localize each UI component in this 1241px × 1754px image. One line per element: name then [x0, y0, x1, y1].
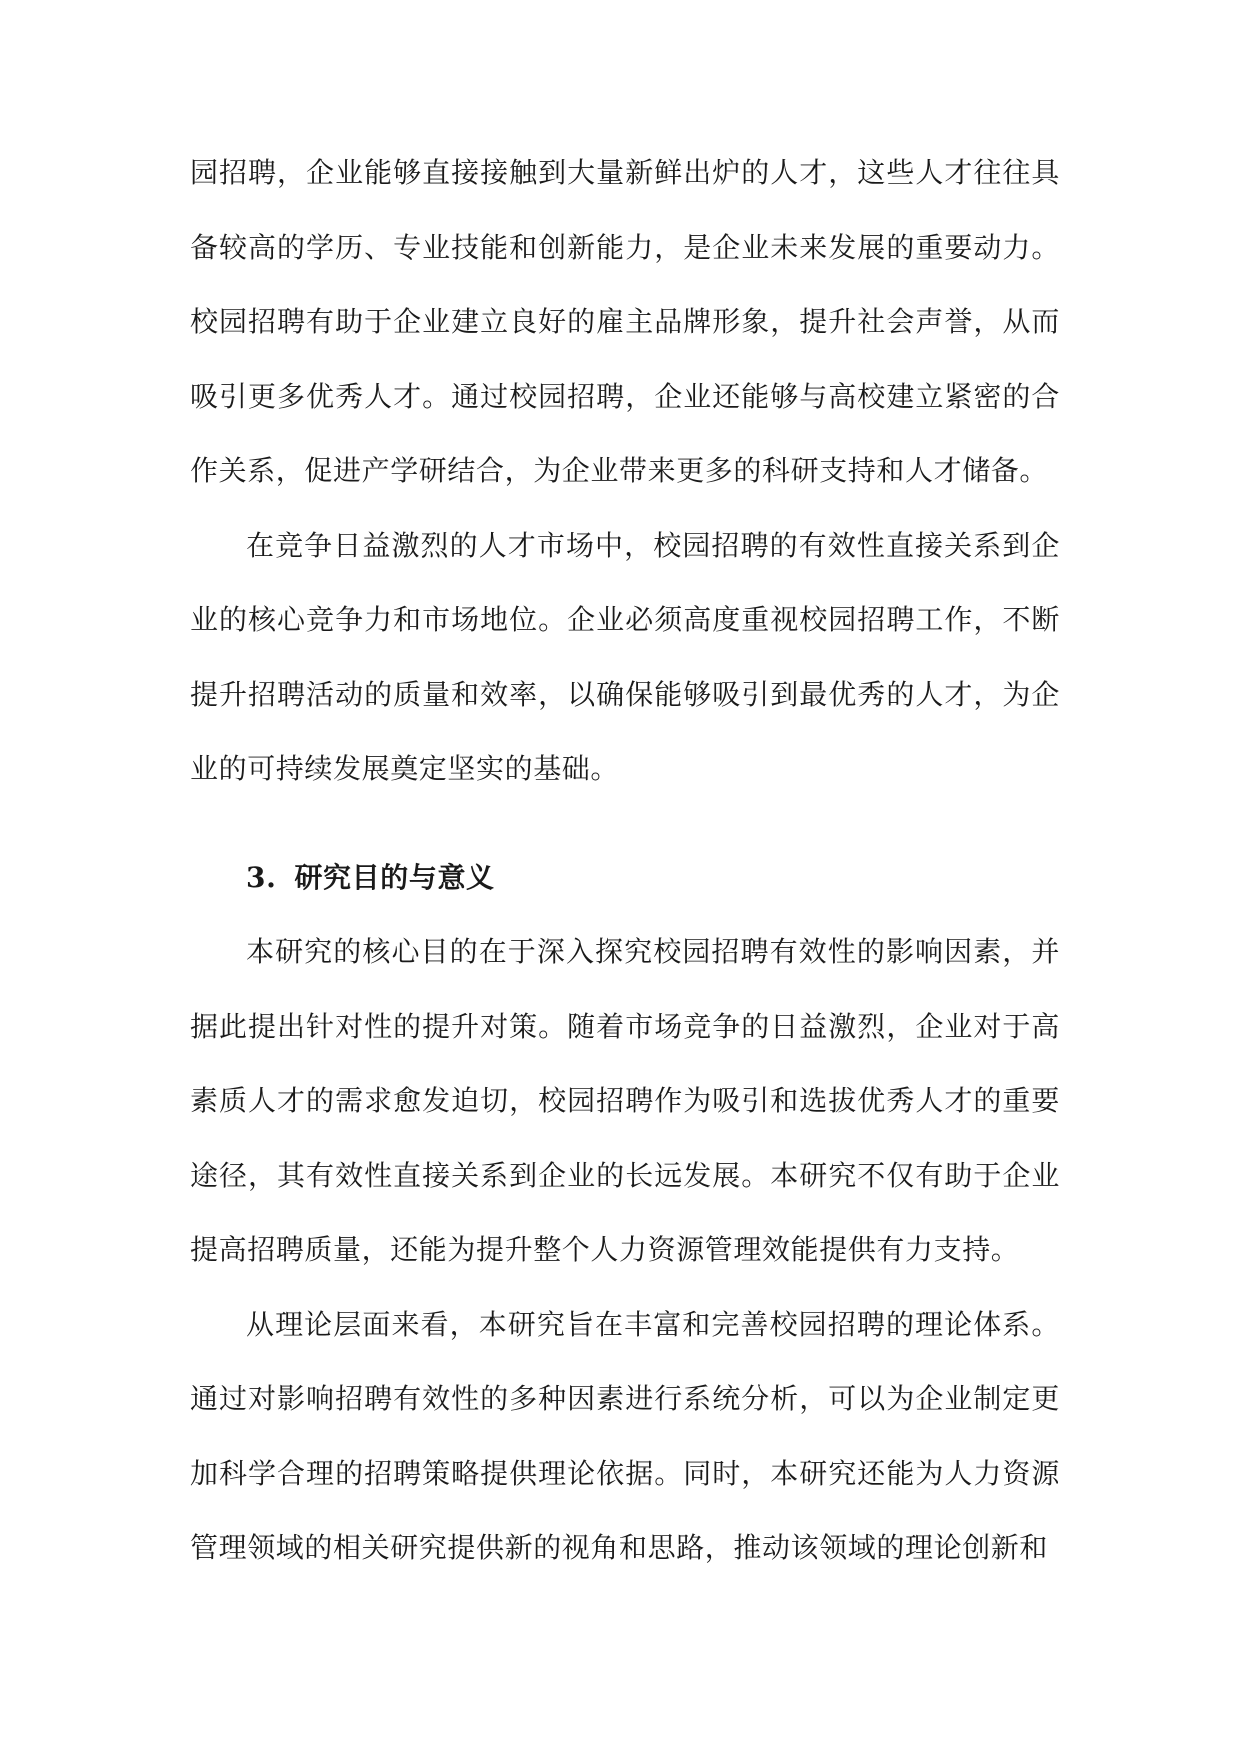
body-paragraph: 在竞争日益激烈的人才市场中，校园招聘的有效性直接关系到企业的核心竞争力和市场地位。企业必须高度重视校园招聘工作，不断提升招聘活动的质量和效率，以确保能够吸引到最优秀的人才，为企业的可持续发展奠定坚实的基础。: [190, 528, 1060, 785]
body-paragraph: 园招聘，企业能够直接接触到大量新鲜出炉的人才，这些人才往往具备较高的学历、专业技能和创新能力，是企业未来发展的重要动力。校园招聘有助于企业建立良好的雇主品牌形象，提升社会声誉，从而吸引更多优秀人才。通过校园招聘，企业还能够与高校建立紧密的合作关系，促进产学研结合，为企业带来更多的科研支持和人才储备。: [190, 156, 1060, 487]
section-title: 研究目的与意义: [294, 860, 495, 894]
body-paragraph: 从理论层面来看，本研究旨在丰富和完善校园招聘的理论体系。通过对影响招聘有效性的多种因素进行系统分析，可以为企业制定更加科学合理的招聘策略提供理论依据。同时，本研究还能为人力资源管理领域的相关研究提供新的视角和思路，推动该领域的理论创新和: [190, 1307, 1060, 1564]
body-paragraph: 本研究的核心目的在于深入探究校园招聘有效性的影响因素，并据此提出针对性的提升对策。随着市场竞争的日益激烈，企业对于高素质人才的需求愈发迫切，校园招聘作为吸引和选拔优秀人才的重要途径，其有效性直接关系到企业的长远发展。本研究不仅有助于企业提高招聘质量，还能为提升整个人力资源管理效能提供有力支持。: [190, 935, 1060, 1266]
document-page: [190, 136, 1060, 1586]
section-number: 3.: [246, 860, 277, 894]
section-heading: [190, 841, 1060, 916]
